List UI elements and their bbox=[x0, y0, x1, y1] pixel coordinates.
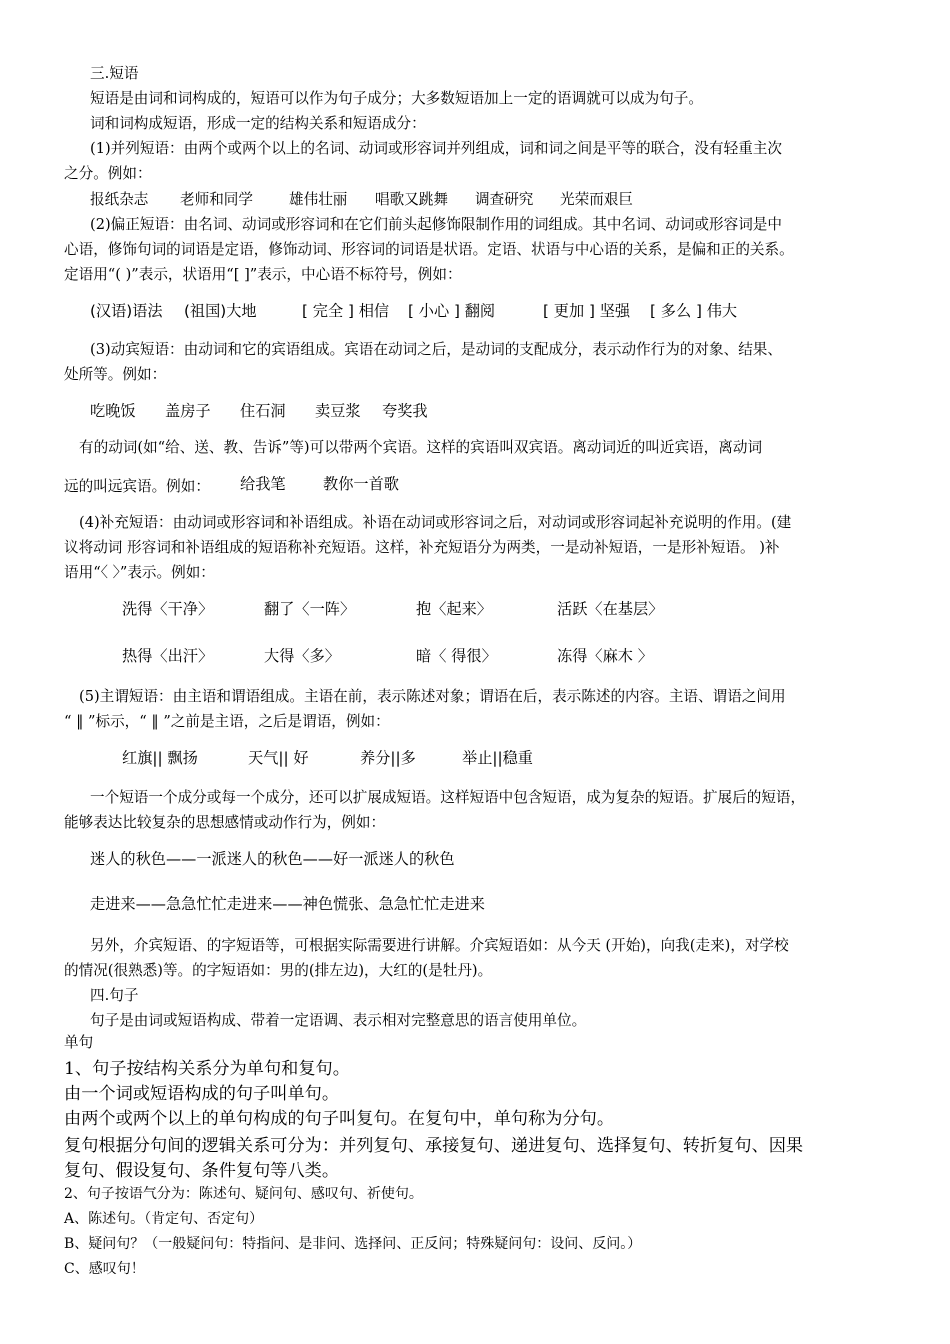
paragraph-line: 议将动词 形容词和补语组成的短语称补充短语。这样，补充短语分为两类，一是动补短语，一是形补短语。 )补 bbox=[64, 539, 780, 556]
example-item: 光荣而艰巨 bbox=[560, 191, 633, 208]
example-item: 唱歌又跳舞 bbox=[375, 191, 448, 208]
example-item: 举止||稳重 bbox=[462, 749, 533, 767]
paragraph-line: 复句、假设复句、条件复句等八类。 bbox=[64, 1161, 340, 1181]
example-item: (汉语)语法 bbox=[90, 302, 163, 320]
example-item: 报纸杂志 bbox=[90, 191, 149, 208]
example-item: [ 小心 ] 翻阅 bbox=[408, 302, 496, 320]
paragraph-line: 由两个或两个以上的单句构成的句子叫复句。在复句中，单句称为分句。 bbox=[64, 1109, 615, 1129]
example-item: 卖豆浆 bbox=[315, 402, 361, 420]
paragraph-line: A、陈述句。（肯定句、否定句） bbox=[64, 1211, 264, 1227]
subheading-simple-sentence: 单句 bbox=[64, 1034, 94, 1051]
paragraph-line: 复句根据分句间的逻辑关系可分为：并列复句、承接复句、递进复句、选择复句、转折复句、因果 bbox=[64, 1136, 804, 1156]
paragraph-line: 2、句子按语气分为：陈述句、疑问句、感叹句、祈使句。 bbox=[64, 1186, 423, 1202]
example-item: 红旗|| 飘扬 bbox=[122, 749, 198, 767]
example-item: 活跃〈在基层〉 bbox=[557, 600, 664, 618]
paragraph-line: 能够表达比较复杂的思想感情或动作行为，例如： bbox=[64, 814, 386, 831]
example-item: [ 多么 ] 伟大 bbox=[650, 302, 738, 320]
example-item: 吃晚饭 bbox=[90, 402, 136, 420]
example-item: 雄伟壮丽 bbox=[289, 191, 348, 208]
paragraph-line: 1、句子按结构关系分为单句和复句。 bbox=[64, 1059, 350, 1079]
paragraph-line: “ ‖ ”标示，“ ‖ ”之前是主语，之后是谓语，例如： bbox=[64, 713, 390, 730]
example-line: 走进来——急急忙忙走进来——神色慌张、急急忙忙走进来 bbox=[90, 895, 485, 913]
paragraph-line: 一个短语一个成分或每一个成分，还可以扩展成短语。这样短语中包含短语，成为复杂的短语。扩展后的短语， bbox=[90, 789, 806, 806]
example-line: 迷人的秋色——一派迷人的秋色——好一派迷人的秋色 bbox=[90, 850, 455, 868]
paragraph-line: 的情况(很熟悉)等。的字短语如：男的(排左边)，大红的(是牡丹)。 bbox=[64, 962, 493, 979]
paragraph-line: 词和词构成短语，形成一定的结构关系和短语成分： bbox=[90, 115, 426, 132]
paragraph-line: (2)偏正短语：由名词、动词或形容词和在它们前头起修饰限制作用的词组成。其中名词、动词或形容词是中 bbox=[90, 216, 782, 233]
example-item: 天气|| 好 bbox=[248, 749, 309, 767]
example-item: 调查研究 bbox=[475, 191, 534, 208]
paragraph-line: 之分。例如： bbox=[64, 165, 152, 182]
paragraph-line: 定语用“( )”表示，状语用“[ ]”表示，中心语不标符号，例如： bbox=[64, 266, 462, 283]
example-item: 养分||多 bbox=[360, 749, 416, 767]
paragraph-line: 句子是由词或短语构成、带着一定语调、表示相对完整意思的语言使用单位。 bbox=[90, 1012, 587, 1029]
example-item: 抱〈起来〉 bbox=[416, 600, 492, 618]
example-item: 暗〈 得很〉 bbox=[416, 647, 497, 665]
paragraph-line: 另外，介宾短语、的字短语等，可根据实际需要进行讲解。介宾短语如：从今天 (开始)，向我(走来)，对学校 bbox=[90, 937, 789, 954]
paragraph-line: (3)动宾短语：由动词和它的宾语组成。宾语在动词之后，是动词的支配成分，表示动作行为的对象、结果、 bbox=[90, 341, 782, 358]
example-item: 夸奖我 bbox=[382, 402, 428, 420]
example-item: 盖房子 bbox=[165, 402, 211, 420]
paragraph-line: B、疑问句？（一般疑问句：特指问、是非问、选择问、正反问；特殊疑问句：设问、反问。） bbox=[64, 1236, 642, 1252]
example-item: (祖国)大地 bbox=[184, 302, 257, 320]
example-item: 老师和同学 bbox=[180, 191, 253, 208]
paragraph-line: 远的叫远宾语。例如： bbox=[64, 478, 210, 495]
paragraph-line: C、感叹句！ bbox=[64, 1261, 145, 1277]
example-item: 洗得〈干净〉 bbox=[122, 600, 214, 618]
example-item: [ 完全 ] 相信 bbox=[302, 302, 390, 320]
example-item: 热得〈出汗〉 bbox=[122, 647, 214, 665]
paragraph-line: 处所等。例如： bbox=[64, 366, 167, 383]
paragraph-line: 有的动词(如“给、送、教、告诉”等)可以带两个宾语。这样的宾语叫双宾语。离动词近的叫近宾语，离动词 bbox=[79, 439, 763, 456]
paragraph-line: 由一个词或短语构成的句子叫单句。 bbox=[64, 1084, 340, 1104]
example-item: 给我笔 bbox=[240, 475, 286, 493]
paragraph-line: 短语是由词和词构成的，短语可以作为句子成分；大多数短语加上一定的语调就可以成为句子。 bbox=[90, 90, 703, 107]
example-item: 教你一首歌 bbox=[323, 475, 399, 493]
paragraph-line: (4)补充短语：由动词或形容词和补语组成。补语在动词或形容词之后，对动词或形容词起补充说明的作用。(建 bbox=[79, 514, 792, 531]
paragraph-line: 心语，修饰句词的词语是定语，修饰动词、形容词的词语是状语。定语、状语与中心语的关系，是偏和正的关系。 bbox=[64, 241, 794, 258]
section-heading-phrases: 三.短语 bbox=[90, 65, 139, 82]
example-item: 住石洞 bbox=[240, 402, 286, 420]
section-heading-sentences: 四.句子 bbox=[90, 987, 139, 1004]
paragraph-line: (1)并列短语：由两个或两个以上的名词、动词或形容词并列组成，词和词之间是平等的联合，没有轻重主次 bbox=[90, 140, 782, 157]
example-item: 冻得〈麻木 〉 bbox=[557, 647, 653, 665]
paragraph-line: (5)主谓短语：由主语和谓语组成。主语在前，表示陈述对象；谓语在后，表示陈述的内容。主语、谓语之间用 bbox=[79, 688, 786, 705]
example-item: 大得〈多〉 bbox=[264, 647, 340, 665]
example-item: 翻了〈一阵〉 bbox=[264, 600, 356, 618]
paragraph-line: 语用“〈 〉”表示。例如： bbox=[64, 564, 215, 581]
example-item: [ 更加 ] 坚强 bbox=[543, 302, 631, 320]
